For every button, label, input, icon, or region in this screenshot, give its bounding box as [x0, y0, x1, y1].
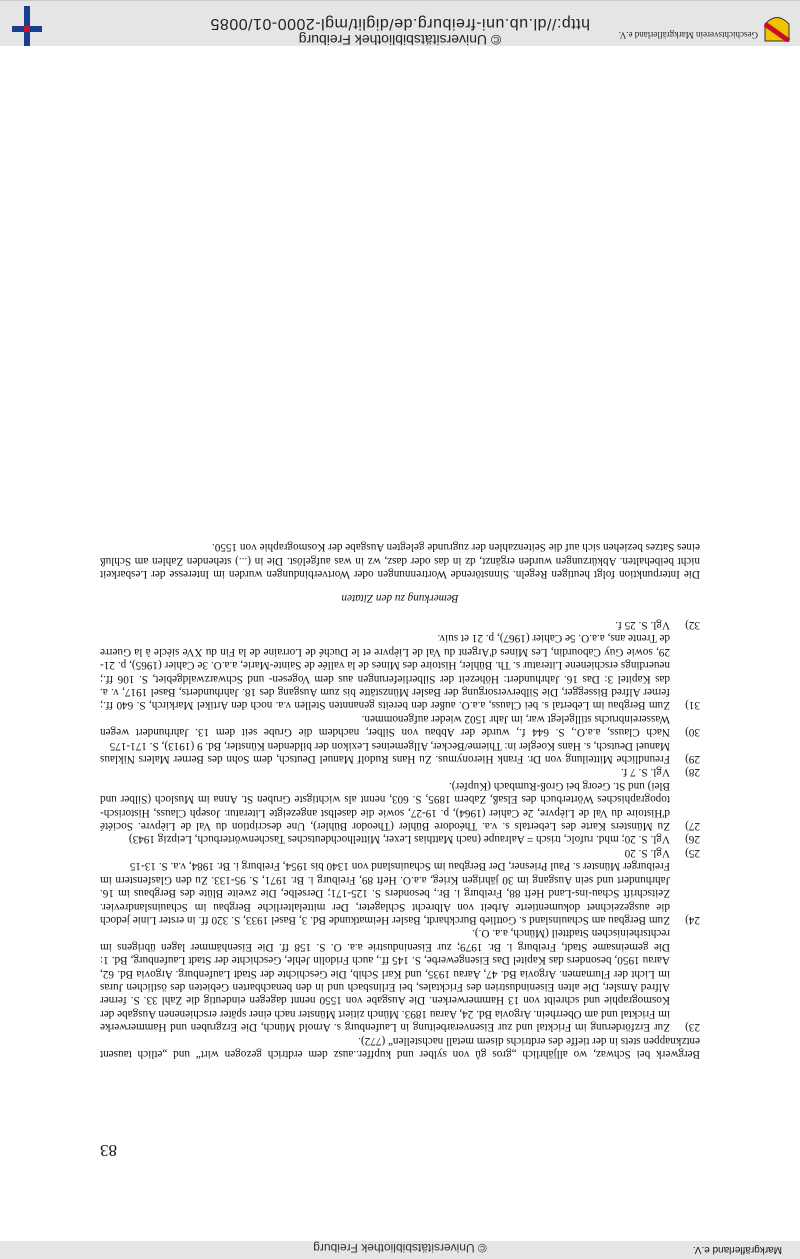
remark-text: Die Interpunktion folgt heutigen Regeln. Sinnstörende Wortrennungen oder Wortverbindungen wurden im Interesse der Lesbarkeit nicht beibehalten. Abkürzungen wurden ergänzt, dz in das oder dasz, wz in was aufgelöst. Die in (...) stehenden Zahlen am Schluß eines Satzes beziehen sich auf die Seitenzahlen der zugrunde gelegten Ausgabe der Kosmographie von 1550.: [100, 541, 700, 581]
footnote: [100, 738, 700, 765]
footnote: [100, 765, 700, 778]
footnote-number: 28): [685, 766, 700, 779]
footnote: [100, 859, 700, 926]
footnote-text: Vgl. S. 25 f.: [615, 619, 670, 631]
footnote-number: 30): [685, 726, 700, 739]
footnote: [100, 631, 700, 711]
intro-paragraph: Bergwerk bei Schwaz, wo alljährlich „gros gů von sylber und kupffer..ausz dem erdtrich gezogen wirt“ und „etlich tausent entzknappen stets in der tieffe des erdtrichs disem metall nachstellen“ (772).: [100, 1034, 700, 1060]
footnote-text: Freundliche Mitteilung von Dr. Frank Hieronymus. Zu Hans Rudolf Manuel Deutsch, dem Sohn des Berner Malers Niklaus Manuel Deutsch, s. Hans Koegler in: Thieme/Becker, Allgemeines Lexikon der bildenden Künstler, Bd. 9 (1913), S. 171-175: [100, 739, 670, 766]
footnote-number: 27): [685, 820, 700, 833]
footnote-number: 23): [685, 1021, 700, 1034]
footnotes-list: [100, 618, 700, 1034]
page-body: [100, 540, 700, 1060]
footnote-text: Zum Bergbau im Lebertal s. bei Clauss, a.a.O. außer den bereits genannten Stellen v.a. noch den Artikel Markirch, S. 640 ff.; ferner Alfred Bissegger, Die Silberversorgung der Basler Münzstätte bis zum Ausgang des 18. Jahrhunderts, Basel 1917, v. a. das Kapitel 3: Das 16. Jahrhundert: Höhezeit der Silberlieferungen aus dem Vogesen- und Schwarzwaldgebiet, S. 106 ff.; neuerdings erschienene Literatur s. Th. Bühler, Histoire des Mines de la vallée de Sainte-Marie, a.a.O. 3e Cahier (1965), p. 21-29, sowie Guy Cabourdin, Les Mines d'Argent du Val de Lièpvre et le Duché de Lorraine de la Fin du XVe siècle à la Guerre de Trente ans, a.a.O. 5e Cahier (1967), p. 21 et suiv.: [100, 632, 670, 712]
footnote: [100, 846, 700, 859]
remark-heading: Bemerkung zu den Zitaten: [341, 591, 459, 604]
society-name: Geschichtsverein Markgräflerland e.V.: [618, 30, 758, 40]
footnote-text: Vgl. S. 20; mhd. rufolc, trisch = Aalraupe (nach Matthias Lexer, Mittelhochdeutsches Taschenwörterbuch, Leipzig 1943): [128, 833, 670, 846]
footnote: [100, 618, 700, 631]
bottom-society: Markgräflerland e.V.: [692, 1244, 782, 1255]
footnote: [100, 926, 700, 1033]
footnote: [100, 832, 700, 845]
footnote-text: Zu Münsters Karte des Lebertals s. v.a. Théodore Bühler (Theodor Bühler), Une description du Val de Lièpvre. Société d'Histoire du Val de Lièpvre, 2e Cahier (1964), p. 19-27, sowie die daselbst angezeigte Literatur. Joseph Clauss, Historisch-topographisches Wörterbuch des Elsaß, Zabern 1895, S. 603, nennt als wichtigste Gruben St. Anna im Musloch (Silber und Blei) und St. Georg bei Groß-Rumbach (Kupfer).: [100, 779, 670, 833]
bottom-copyright: © Universitätsbibliothek Freiburg: [313, 1241, 487, 1255]
page-number: 83: [100, 1141, 117, 1160]
footnote-text: Nach Clauss, a.a.O., S. 644 f., wurde der Abbau von Silber, nachdem die Grube seit dem 13. Jahrhundert wegen Wassereinbruchs stillgelegt war, im Jahr 1502 wieder aufgenommen.: [100, 712, 670, 739]
footnote-number: 31): [685, 699, 700, 712]
footnote: [100, 711, 700, 738]
footnote-number: 32): [685, 619, 700, 631]
footnote-text: Zum Bergbau am Schauinsland s. Gottlieb Burckhardt, Basler Heimatkunde Bd. 3, Basel 1933, S. 320 ff. in erster Linie jedoch die ausgezeichnet dokumentierte Arbeit von Albrecht Schlageter, Der mittelalterliche Bergbau im Schauinslandrevier. Zeitschrift Schau-ins-Land Heft 88, Freiburg i. Br., besonders S. 125-171; Derselbe, Die zweite Blüte des Bergbaus im 16. Jahrhundert und sein Ausgang im 30 jährigen Krieg, a.a.O. Heft 89, Freiburg i. Br. 1971, S. 95-133. Zu den Glasfenstern im Freiburger Münster s. Paul Priesner, Der Bergbau im Schauinsland von 1340 bis 1954, Freiburg i. Br. 1984, v.a. S. 13-15: [100, 860, 670, 926]
footnote: [100, 778, 700, 832]
footnote-number: 26): [685, 833, 700, 846]
document-page: [100, 170, 700, 1160]
society-crest-icon: [764, 10, 790, 42]
document-url[interactable]: http://dl.ub.uni-freiburg.de/diglit/mgl-2000-01/0085: [210, 15, 590, 32]
footnote-text: Vgl. S. 7 f.: [620, 766, 670, 779]
bottom-banner: [0, 1241, 800, 1259]
footnote-number: 24): [685, 913, 700, 926]
footnote-text: Zur Erzförderung im Fricktal und zur Eisenverarbeitung in Laufenburg s. Arnold Münch, Die Erzgruben und Hammerwerke im Fricktal und am Oberrhein. Argovia Bd. 24, Aarau 1893. Münch zitiert Münster nach einer später erschienenen Ausgabe der Kosmographie und schreibt von 13 Hammerwerken. Die Ausgabe von 1550 nennt dagegen eindeutig die Zahl 33. S. ferner Alfred Amsler, Die alten Eisenindustrien des Fricktales, bei Erlinsbach und in den benachbarten Gebieten des östlichen Juras im Licht der Flurnamen. Argovia Bd. 47, Aarau 1935, und Karl Schib, Die Geschichte der Stadt Laufenburg. Argovia Bd. 62, Aarau 1950, besonders das Kapitel Das Eisengewerbe, S. 145 ff., auch Fridolin Jehle, Geschichte der Stadt Laufenburg, Bd. 1: Die gemeinsame Stadt, Freiburg i. Br. 1979; zur Eisenindustrie a.a. O. S. 158 ff. Die Eisenhämmer lagen übrigens im rechtsrheinischen Stadtteil (Münch, a.a. O.).: [100, 927, 670, 1034]
footnote-text: Vgl. S. 20: [624, 846, 670, 859]
footnote-number: 29): [685, 753, 700, 766]
copyright-text: © Universitätsbibliothek Freiburg: [298, 32, 502, 48]
footnote-number: 25): [685, 846, 700, 859]
top-banner: [0, 0, 800, 46]
